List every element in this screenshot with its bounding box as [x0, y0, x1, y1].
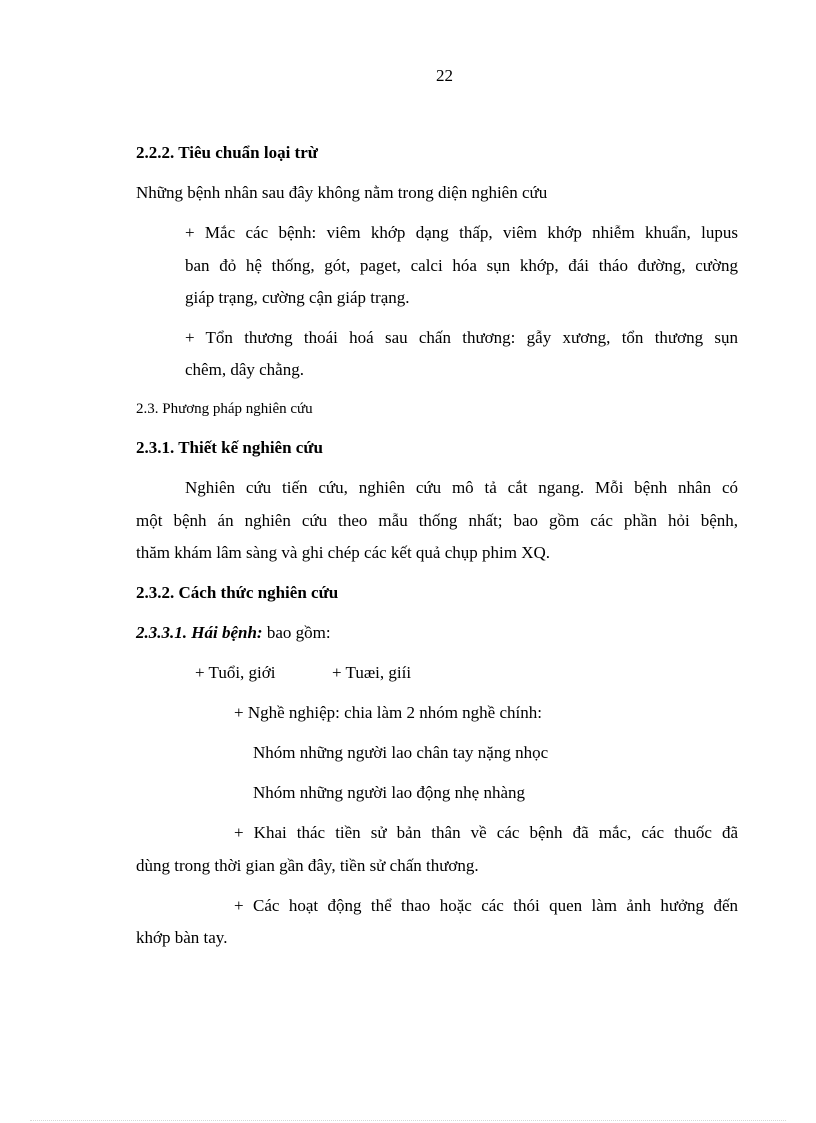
job-item: + Nghề nghiệp: chia làm 2 nhóm nghề chính:: [234, 703, 542, 722]
age-sex-item-garbled: + Tuæi, giíi: [332, 663, 412, 682]
sub-heading-rest: bao gồm:: [262, 623, 331, 642]
heading-2-3-1: 2.3.1. Thiết kế nghiên cứu: [136, 438, 323, 457]
page-bottom-divider: [30, 1120, 786, 1121]
history-line-1: + Khai thác tiền sử bản thân về các bệnh đã mắc, các thuốc đã: [234, 823, 738, 842]
exclusion-item-1-line-1: + Mắc các bệnh: viêm khớp dạng thấp, viêm khớp nhiễm khuẩn, lupus: [185, 223, 738, 242]
heading-2-3: 2.3. Phương pháp nghiên cứu: [136, 401, 313, 417]
heading-2-3-2: 2.3.2. Cách thức nghiên cứu: [136, 583, 339, 602]
exclusion-item-1-line-3: giáp trạng, cường cận giáp trạng.: [185, 288, 410, 307]
exclusion-item-1-line-2: ban đỏ hệ thống, gót, paget, calci hóa sụn khớp, đái tháo đường, cường: [185, 256, 738, 275]
exclusion-intro: Những bệnh nhân sau đây không nằm trong diện nghiên cứu: [136, 183, 548, 202]
page-number: 22: [436, 66, 453, 85]
job-group-light: Nhóm những người lao động nhẹ nhàng: [253, 783, 525, 802]
sub-heading-line: [136, 623, 331, 643]
activity-line-2: khớp bàn tay.: [136, 928, 228, 947]
sub-heading-label: 2.3.3.1. Hái bệnh:: [136, 623, 263, 642]
design-para-line-2: một bệnh án nghiên cứu theo mẫu thống nhất; bao gồm các phần hỏi bệnh,: [136, 511, 738, 530]
activity-line-1: + Các hoạt động thể thao hoặc các thói quen làm ảnh hưởng đến: [234, 896, 738, 915]
design-para-line-3: thăm khám lâm sàng và ghi chép các kết quả chụp phim XQ.: [136, 543, 551, 562]
exclusion-item-2-line-2: chêm, dây chằng.: [185, 360, 304, 379]
job-group-heavy: Nhóm những người lao chân tay nặng nhọc: [253, 743, 549, 762]
exclusion-item-2-line-1: + Tổn thương thoái hoá sau chấn thương: gẫy xương, tổn thương sụn: [185, 328, 738, 347]
history-line-2: dùng trong thời gian gần đây, tiền sử chấn thương.: [136, 856, 479, 875]
age-sex-item: + Tuổi, giới: [195, 663, 276, 682]
heading-2-2-2: 2.2.2. Tiêu chuẩn loại trừ: [136, 143, 318, 162]
design-para-line-1: Nghiên cứu tiến cứu, nghiên cứu mô tả cắt ngang. Mỗi bệnh nhân có: [185, 478, 738, 497]
